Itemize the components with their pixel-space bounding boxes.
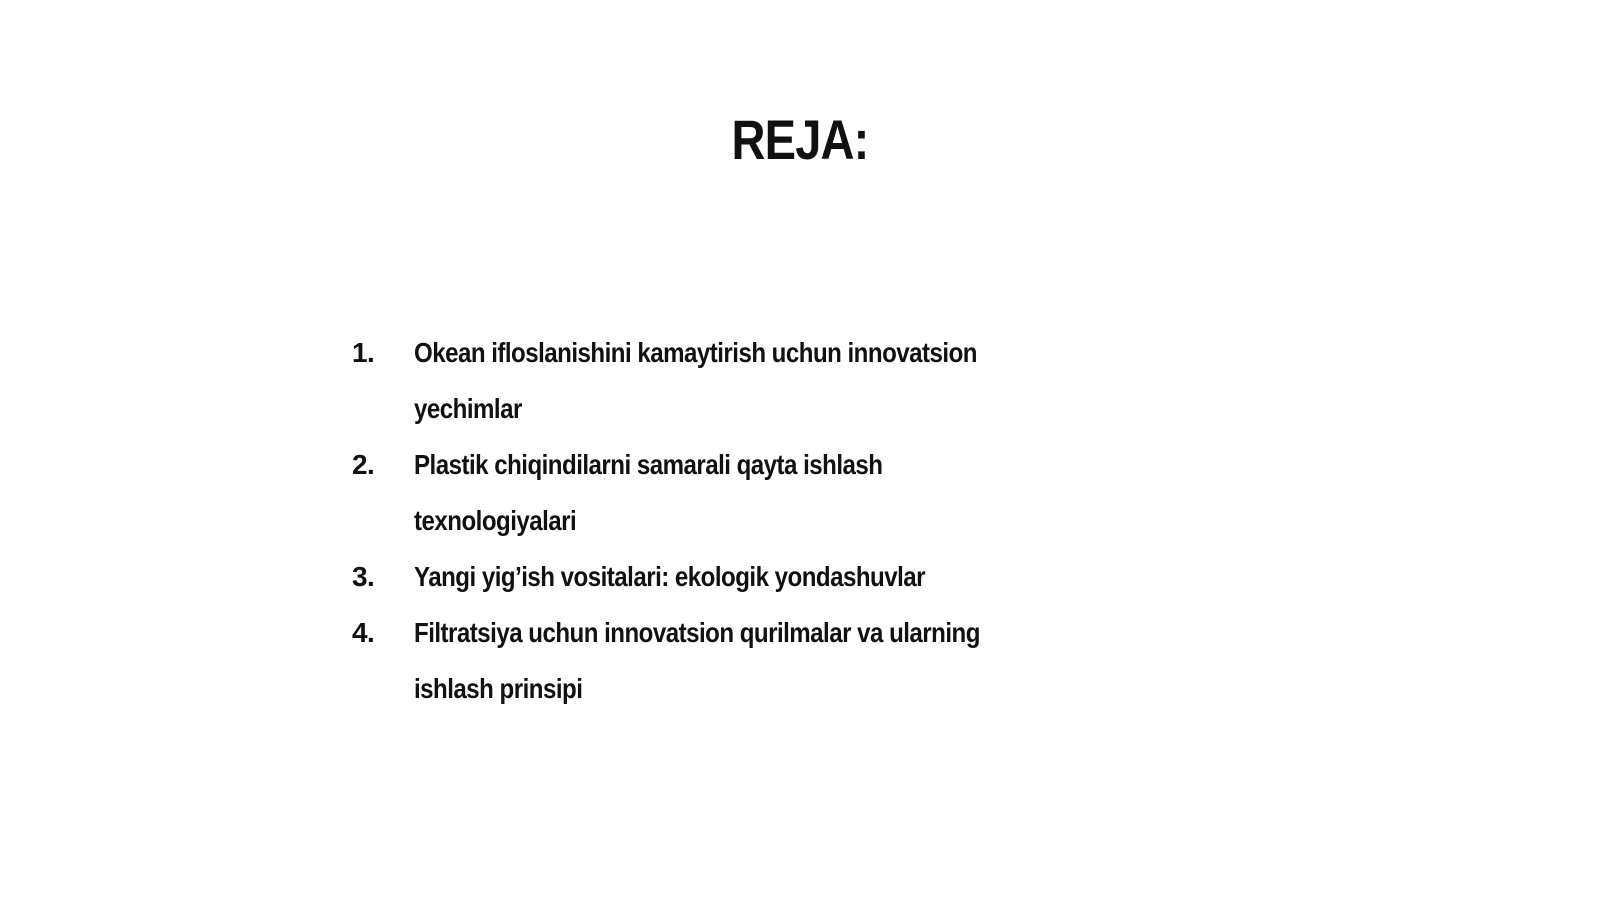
agenda-item-3	[352, 549, 1172, 605]
agenda-item-text: Yangi yig’ish vositalari: ekologik yondashuvlar	[414, 561, 926, 592]
agenda-item-4	[352, 605, 1172, 717]
agenda-item-number: 1.	[352, 337, 375, 368]
agenda-item-text: Plastik chiqindilarni samarali qayta ishlash texnologiyalari	[414, 449, 883, 536]
agenda-item-text: Okean ifloslanishini kamaytirish uchun innovatsion yechimlar	[414, 337, 977, 424]
agenda-item-number: 2.	[352, 449, 375, 480]
agenda-item-2	[352, 437, 1172, 549]
agenda-item-1	[352, 325, 1172, 437]
agenda-item-text: Filtratsiya uchun innovatsion qurilmalar va ularning ishlash prinsipi	[414, 617, 980, 704]
agenda-item-number: 3.	[352, 561, 375, 592]
slide-title: REJA:	[731, 108, 869, 171]
agenda-item-number: 4.	[352, 617, 375, 648]
agenda-list	[352, 325, 1172, 717]
